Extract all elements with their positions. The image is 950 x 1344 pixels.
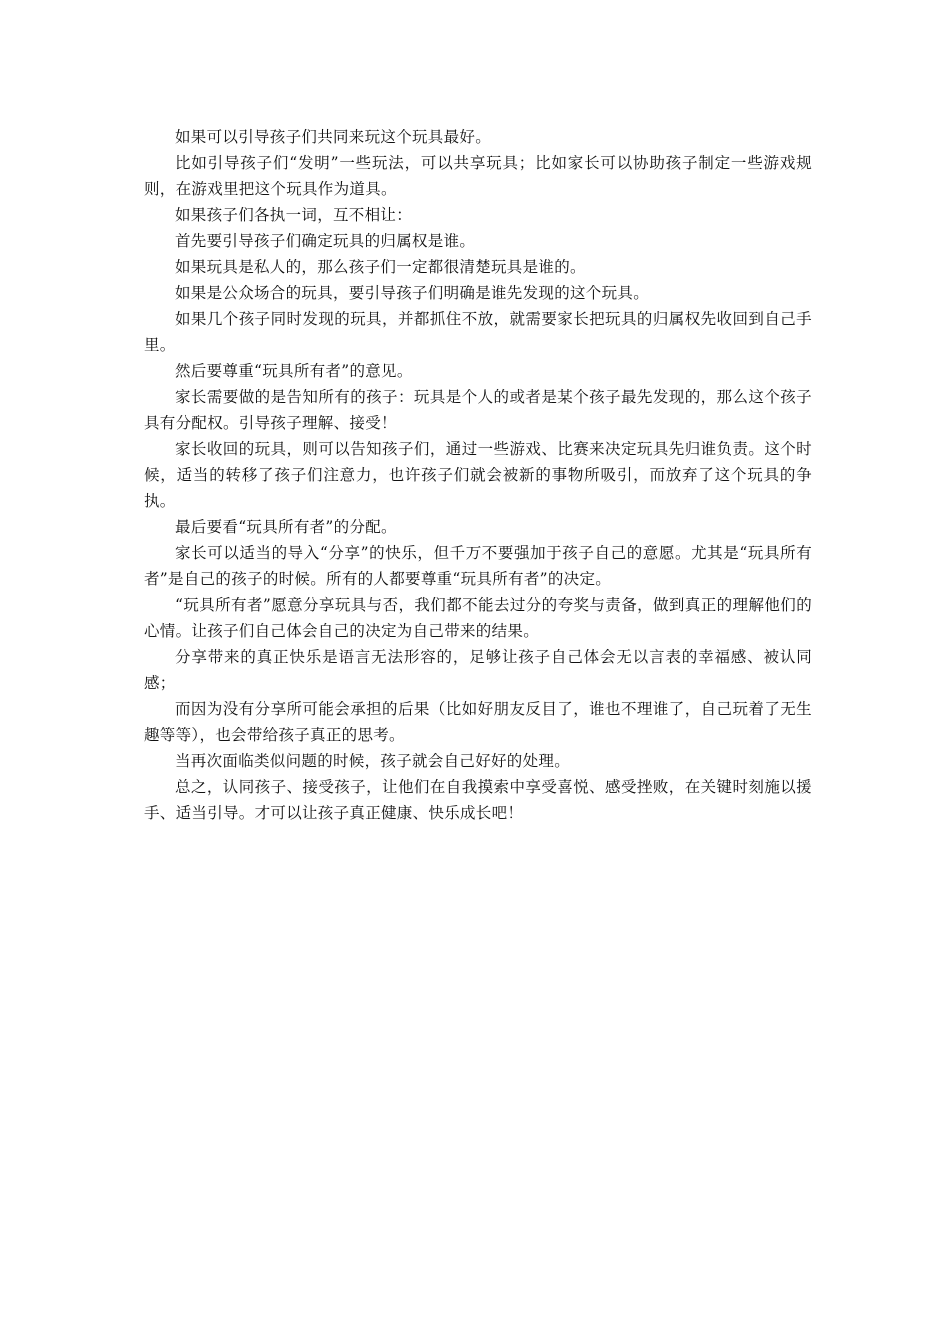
paragraph: 如果孩子们各执一词，互不相让：: [175, 206, 413, 224]
paragraph: 最后要看“玩具所有者”的分配。: [175, 518, 397, 536]
paragraph: 分享带来的真正快乐是语言无法形容的，足够让孩子自己体会无以言表的幸福感、被认同感；: [144, 648, 812, 692]
document-body: [144, 124, 812, 826]
paragraph: 如果是公众场合的玩具，要引导孩子们明确是谁先发现的这个玩具。: [175, 284, 650, 302]
paragraph: 然后要尊重“玩具所有者”的意见。: [175, 362, 413, 380]
paragraph: 如果玩具是私人的，那么孩子们一定都很清楚玩具是谁的。: [175, 258, 586, 276]
paragraph: 总之，认同孩子、接受孩子，让他们在自我摸索中享受喜悦、感受挫败，在关键时刻施以援手、适当引导。才可以让孩子真正健康、快乐成长吧！: [144, 778, 812, 822]
paragraph: 而因为没有分享所可能会承担的后果（比如好朋友反目了，谁也不理谁了，自己玩着了无生趣等等），也会带给孩子真正的思考。: [144, 700, 812, 744]
paragraph: 家长收回的玩具，则可以告知孩子们，通过一些游戏、比赛来决定玩具先归谁负责。这个时候，适当的转移了孩子们注意力，也许孩子们就会被新的事物所吸引，而放弃了这个玩具的争执。: [144, 440, 812, 510]
paragraph: 家长需要做的是告知所有的孩子：玩具是个人的或者是某个孩子最先发现的，那么这个孩子具有分配权。引导孩子理解、接受！: [144, 388, 812, 432]
paragraph: 如果可以引导孩子们共同来玩这个玩具最好。: [175, 128, 492, 146]
paragraph: 当再次面临类似问题的时候，孩子就会自己好好的处理。: [175, 752, 571, 770]
paragraph: 家长可以适当的导入“分享”的快乐，但千万不要强加于孩子自己的意愿。尤其是“玩具所有者”是自己的孩子的时候。所有的人都要尊重“玩具所有者”的决定。: [144, 544, 812, 588]
paragraph: “玩具所有者”愿意分享玩具与否，我们都不能去过分的夸奖与责备，做到真正的理解他们的心情。让孩子们自己体会自己的决定为自己带来的结果。: [144, 596, 812, 640]
paragraph: 首先要引导孩子们确定玩具的归属权是谁。: [175, 232, 476, 250]
paragraph: 比如引导孩子们“发明”一些玩法，可以共享玩具；比如家长可以协助孩子制定一些游戏规则，在游戏里把这个玩具作为道具。: [144, 154, 812, 198]
paragraph: 如果几个孩子同时发现的玩具，并都抓住不放，就需要家长把玩具的归属权先收回到自己手里。: [144, 310, 812, 354]
